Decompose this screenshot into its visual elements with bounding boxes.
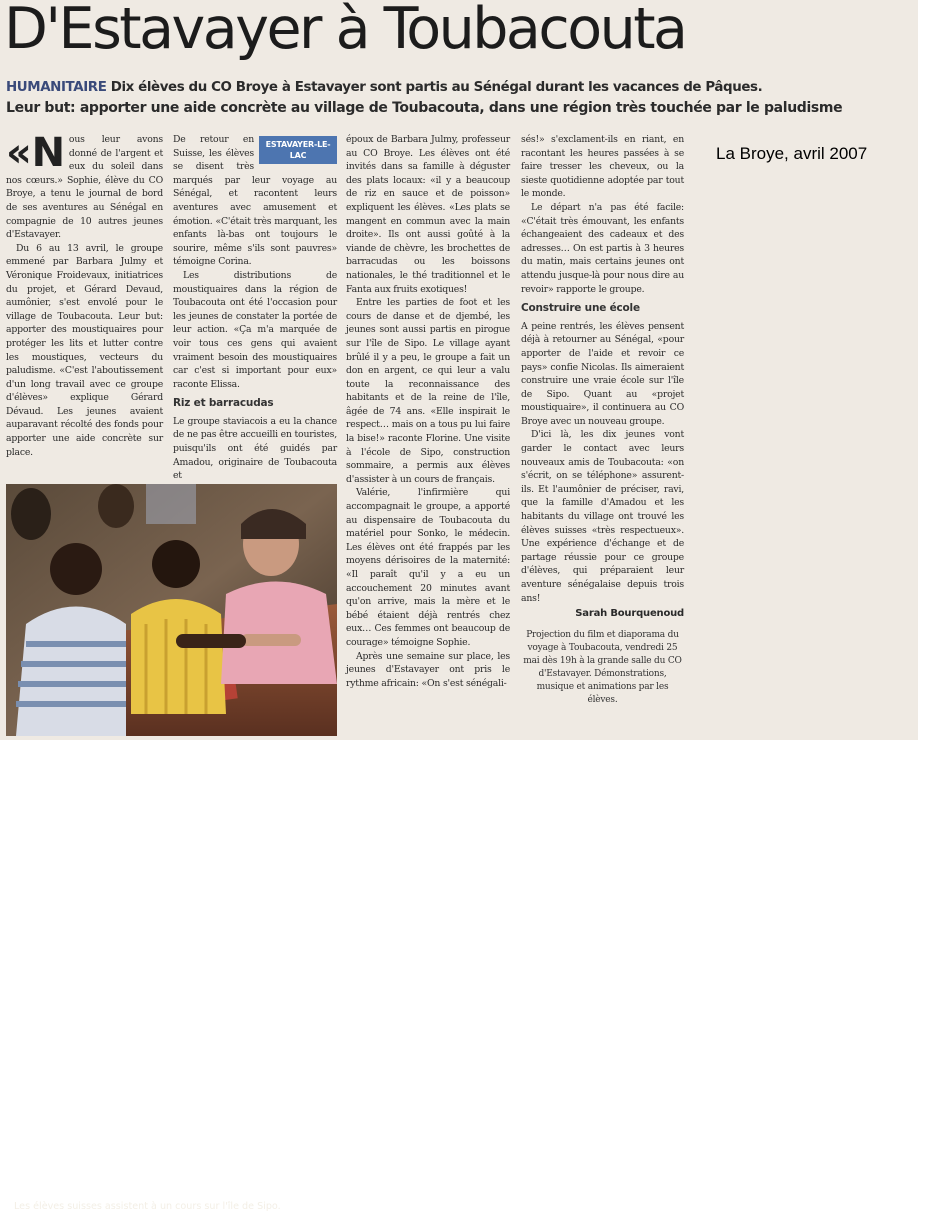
article-column-2 [173,133,337,483]
article-column-1 [6,130,163,459]
source-note: La Broye, avril 2007 [716,144,868,163]
paragraph: Le départ n'a pas été facile: «C'était très émouvant, les enfants échangeaient des cadeaux et des adresses… On est partis à 3 heures du matin, mais certains jeunes ont attendu jusque-là pour nous dire au revoir» rapporte le groupe. [521,201,684,295]
location-tag: ESTAVAYER-LE-LAC [259,136,337,164]
paragraph: Le groupe staviacois a eu la chance de ne pas être accueilli en touristes, puisqu'ils ont été guidés par Amadou, originaire de Toubacouta et [173,415,337,482]
subhead-riz-et-barracudas: Riz et barracudas [173,397,274,410]
author-signature: Sarah Bourquenoud [575,608,684,620]
headline: D'Estavayer à Toubacouta [4,0,686,62]
classroom-photo [6,484,337,736]
drop-cap: «N [6,130,65,176]
paragraph: Valérie, l'infirmière qui accompagnait le groupe, a apporté au dispensaire de Toubacouta du matériel pour Sonko, le médecin. Les élèves ont été frappés par les moyens dérisoires de la maternité: «Il paraît qu'il y a eu un accouchement 20 minutes avant qu'on arrive, mais la mère et le bébé étaient déjà rentrés chez eux… Ces femmes ont beaucoup de courage» témoigne Sophie. [346,487,510,648]
paragraph: époux de Barbara Julmy, professeur au CO Broye. Les élèves ont été invités dans sa famille à déguster des plats locaux: «il y a beaucoup de riz en sauce et de poisson» expliquent les élèves. «Les plats se mangent en commun avec la main droite». Ils ont aussi goûté à la viande de chèvre, les brochettes de barracudas ou les boissons nationales, le thé traditionnel et le Fanta aux fruits exotiques! [346,134,510,295]
paragraph: ous leur avons donné de l'argent et eux du soleil dans nos cœurs.» Sophie, élève du CO Broye, a tenu le journal de bord de ses aventures au Sénégal en compagnie de 10 autres jeunes d'Estavayer. [6,134,163,241]
paragraph: Après une semaine sur place, les jeunes d'Estavayer ont pris le rythme africain: «On s'est sénégali- [346,650,510,689]
paragraph: Les distributions de moustiquaires dans la région de Toubacouta ont été l'occasion pour les jeunes de constater la portée de leur action. «Ça m'a marquée de voir tous ces gens qui avaient vraiment besoin des moustiquaires car c'est si important pour eux» raconte Elissa. [173,269,337,390]
kicker-line-1: Dix élèves du CO Broye à Estavayer sont partis au Sénégal durant les vacances de Pâques. [110,80,763,95]
subhead-construire-une-ecole: Construire une école [521,302,640,315]
paragraph: Entre les parties de foot et les cours de danse et de djembé, les jeunes sont aussi partis en pirogue sur l'île de Sipo. Le village ayant brûlé il y a peu, le groupe a fait un don en argent, ce qui leur a valu toute la reconnaissance des habitants et de la reine de l'île, âgée de 74 ans. «Elle inspirait le respect… mais on a tous pu lui faire la bise!» raconte Florine. Une visite à l'école de Sipo, construction sommaire, a permis aux élèves d'assister à un cours de français. [346,297,510,485]
rubric-label: HUMANITAIRE [6,80,107,95]
article-column-3 [346,133,510,690]
kicker-line-2: Leur but: apporter une aide concrète au village de Toubacouta, dans une région très touchée par le paludisme [6,100,843,116]
paragraph: D'ici là, les dix jeunes vont garder le contact avec leurs nouveaux amis de Toubacouta: «on s'écrit, on se téléphone» assurent-ils. Et l'aumônier de préciser, ravi, que la famille d'Amadou et les habitants du village ont trouvé les élèves suisses «très respectueux». Une expérience d'échange et de partage réussie pour ce groupe d'élèves, qui préparaient leur aventure sénégalaise depuis trois ans! [521,429,684,604]
paragraph: Du 6 au 13 avril, le groupe emmené par Barbara Julmy et Véronique Froidevaux, initiatrices du projet, et Gérard Devaud, aumônier, s'est envolé pour le village de Toubacouta. Leur but: apporter des moustiquaires pour protéger les lits et lutter contre les moustiques, vecteurs du paludisme. «C'est l'aboutissement d'un long travail avec ce groupe d'élèves» explique Gérard Dévaud. Les jeunes avaient auparavant récolté des fonds pour apporter une aide concrète sur place. [6,242,163,458]
paragraph: ESTAVAYER-LE-LAC De retour en Suisse, les élèves se disent très marqués par leur voyage au Sénégal, et racontent leurs aventures avec amusement et émotion. «C'était très marquant, les enfants là-bas ont toujours le sourire, même s'ils sont pauvres» témoigne Corina. [173,134,337,268]
paragraph: A peine rentrés, les élèves pensent déjà à retourner au Sénégal, «pour apporter de l'aide et revoir ce pays» confie Nicolas. Ils aimeraient construire une vraie école sur l'île de Sipo. Quant au «projet moustiquaire», il continuera au CO Broye avec un nouveau groupe. [521,320,684,427]
article-column-4 [521,133,684,707]
article-photo [6,484,337,1212]
kicker [6,78,918,118]
info-box: Projection du film et diaporama du voyage à Toubacouta, vendredi 25 mai dès 19h à la grande salle du CO d'Estavayer. Démonstrations, musique et animations par les élèves. [523,629,682,705]
paragraph: sés!» s'exclament-ils en riant, en racontant les heures passées à se faire tresser les cheveux, ou la sieste quotidienne adoptée par tout le monde. [521,134,684,200]
photo-caption: Les élèves suisses assistent à un cours sur l'île de Sipo. [14,1201,281,1212]
